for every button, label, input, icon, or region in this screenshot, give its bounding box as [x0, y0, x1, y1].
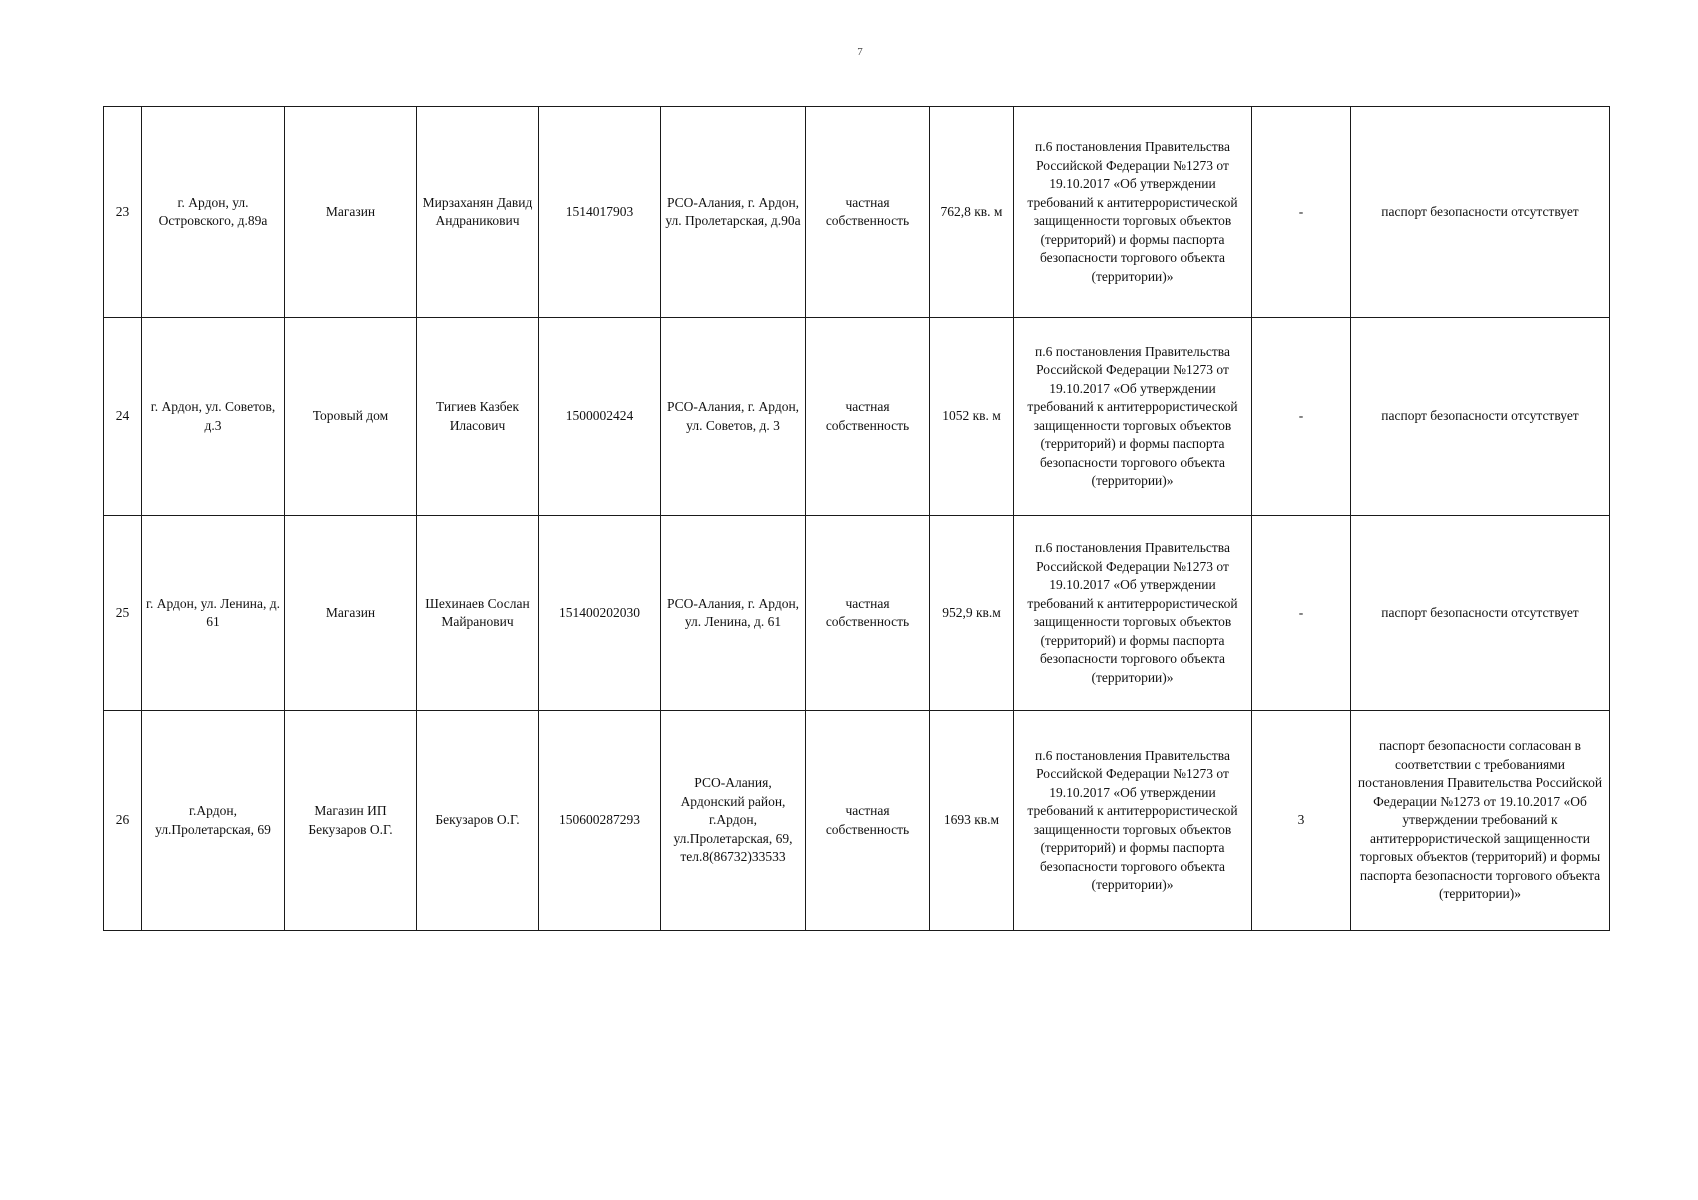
passport-status: паспорт безопасности согласован в соответствии с требованиями постановления Правительства Российской Федерации №1273 от 19.10.2017 «Об утверждении требований к антитеррористической защищенности торговых объектов (территорий) и формы паспорта безопасности торгового объекта (территории)» [1351, 711, 1610, 931]
ownership-form: частная собственность [806, 516, 930, 711]
legal-address: РСО-Алания, г. Ардон, ул. Ленина, д. 61 [661, 516, 806, 711]
owner-name: Шехинаев Сослан Майранович [417, 516, 539, 711]
ownership-form: частная собственность [806, 107, 930, 318]
trade-objects-table [103, 106, 1610, 931]
row-number: 25 [104, 516, 142, 711]
object-name: Магазин [285, 107, 417, 318]
table-row [104, 107, 1610, 318]
row-number: 26 [104, 711, 142, 931]
object-address: г. Ардон, ул. Островского, д.89а [142, 107, 285, 318]
object-name: Магазин ИП Бекузаров О.Г. [285, 711, 417, 931]
legal-address: РСО-Алания, г. Ардон, ул. Пролетарская, д.90а [661, 107, 806, 318]
owner-inn: 151400202030 [539, 516, 661, 711]
owner-name: Тигиев Казбек Иласович [417, 318, 539, 516]
row-number: 24 [104, 318, 142, 516]
ownership-form: частная собственность [806, 711, 930, 931]
passport-status: паспорт безопасности отсутствует [1351, 516, 1610, 711]
owner-inn: 150600287293 [539, 711, 661, 931]
object-area: 762,8 кв. м [930, 107, 1014, 318]
regulation-reference: п.6 постановления Правительства Российской Федерации №1273 от 19.10.2017 «Об утверждении требований к антитеррористической защищенности торговых объектов (территорий) и формы паспорта безопасности торгового объекта (территории)» [1014, 107, 1252, 318]
table-row [104, 318, 1610, 516]
category: 3 [1252, 711, 1351, 931]
legal-address: РСО-Алания, Ардонский район, г.Ардон, ул.Пролетарская, 69, тел.8(86732)33533 [661, 711, 806, 931]
object-area: 1052 кв. м [930, 318, 1014, 516]
passport-status: паспорт безопасности отсутствует [1351, 107, 1610, 318]
owner-inn: 1500002424 [539, 318, 661, 516]
category: - [1252, 318, 1351, 516]
object-area: 952,9 кв.м [930, 516, 1014, 711]
object-name: Магазин [285, 516, 417, 711]
row-number: 23 [104, 107, 142, 318]
owner-name: Бекузаров О.Г. [417, 711, 539, 931]
regulation-reference: п.6 постановления Правительства Российской Федерации №1273 от 19.10.2017 «Об утверждении требований к антитеррористической защищенности торговых объектов (территорий) и формы паспорта безопасности торгового объекта (территории)» [1014, 516, 1252, 711]
page-number: 7 [857, 46, 863, 58]
object-address: г. Ардон, ул. Ленина, д. 61 [142, 516, 285, 711]
category: - [1252, 516, 1351, 711]
object-name: Торовый дом [285, 318, 417, 516]
table-row [104, 711, 1610, 931]
passport-status: паспорт безопасности отсутствует [1351, 318, 1610, 516]
object-address: г. Ардон, ул. Советов, д.3 [142, 318, 285, 516]
owner-inn: 1514017903 [539, 107, 661, 318]
owner-name: Мирзаханян Давид Андраникович [417, 107, 539, 318]
category: - [1252, 107, 1351, 318]
ownership-form: частная собственность [806, 318, 930, 516]
table-row [104, 516, 1610, 711]
legal-address: РСО-Алания, г. Ардон, ул. Советов, д. 3 [661, 318, 806, 516]
object-address: г.Ардон, ул.Пролетарская, 69 [142, 711, 285, 931]
object-area: 1693 кв.м [930, 711, 1014, 931]
regulation-reference: п.6 постановления Правительства Российской Федерации №1273 от 19.10.2017 «Об утверждении требований к антитеррористической защищенности торговых объектов (территорий) и формы паспорта безопасности торгового объекта (территории)» [1014, 318, 1252, 516]
regulation-reference: п.6 постановления Правительства Российской Федерации №1273 от 19.10.2017 «Об утверждении требований к антитеррористической защищенности торговых объектов (территорий) и формы паспорта безопасности торгового объекта (территории)» [1014, 711, 1252, 931]
